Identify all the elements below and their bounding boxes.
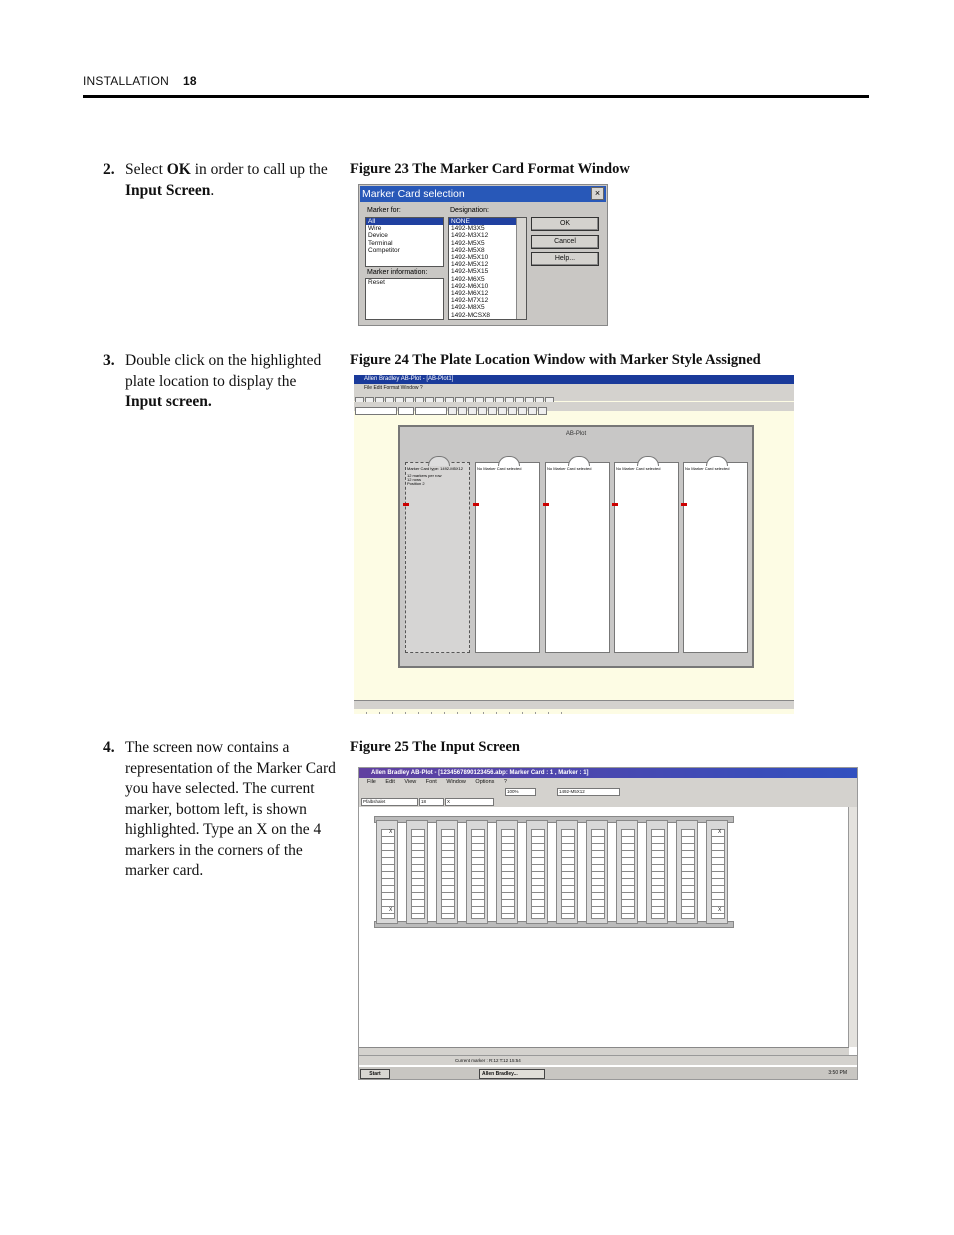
clock: 3:50 PM bbox=[828, 1070, 847, 1076]
list-item[interactable]: 1492-M5X8 bbox=[451, 246, 485, 254]
step-text: Double click on the highlighted plate location to display the Input screen. bbox=[125, 352, 322, 410]
step-text: The screen now contains a representation of the Marker Card you have selected. The current marker, bottom left, is shown highlighted. Type an X on the 4 markers in the corners of the marker card. bbox=[125, 739, 336, 879]
toolbar[interactable] bbox=[359, 787, 857, 797]
start-button[interactable]: Start bbox=[360, 1069, 390, 1079]
marker-card-slot[interactable] bbox=[545, 462, 610, 653]
list-item[interactable]: Competitor bbox=[368, 246, 400, 254]
status-bar: Current marker : R:12 T:12 15:54 bbox=[359, 1055, 857, 1065]
list-item[interactable]: 1492-MCSX8 bbox=[451, 311, 491, 319]
scrollbar[interactable] bbox=[516, 218, 526, 319]
marker-info-label: Marker information: bbox=[367, 269, 428, 276]
format-toolbar[interactable] bbox=[359, 797, 857, 807]
menu-options[interactable]: Options bbox=[475, 779, 495, 785]
card-info: Position 2 bbox=[407, 481, 425, 486]
list-item[interactable]: 1492-M6X5 bbox=[451, 275, 485, 283]
marker-strip[interactable] bbox=[406, 820, 428, 924]
corner-mark-bottom-right: X bbox=[718, 907, 722, 913]
ok-button[interactable]: OK bbox=[531, 217, 599, 231]
step-2 bbox=[103, 160, 343, 204]
menu-bar[interactable] bbox=[359, 778, 857, 787]
marker-strip[interactable] bbox=[676, 820, 698, 924]
step-text: Select OK in order to call up the Input Screen. bbox=[125, 161, 328, 199]
list-item[interactable]: Wire bbox=[368, 225, 382, 233]
position-marker bbox=[543, 503, 549, 506]
dialog-title: Marker Card selection bbox=[360, 186, 606, 202]
marker-strip[interactable] bbox=[706, 820, 728, 924]
marker-for-list[interactable] bbox=[365, 217, 444, 267]
designation-label: Designation: bbox=[450, 207, 489, 214]
help-button[interactable]: Help... bbox=[531, 252, 599, 266]
list-item[interactable]: 1492-M5X12 bbox=[451, 261, 489, 269]
list-item[interactable]: Terminal bbox=[368, 239, 393, 247]
marker-strip[interactable] bbox=[556, 820, 578, 924]
card-info: 12 markers per row bbox=[407, 473, 442, 478]
card-type: No Marker Card selected bbox=[477, 466, 522, 471]
marker-strip[interactable] bbox=[436, 820, 458, 924]
figure-23-caption: Figure 23 The Marker Card Format Window bbox=[350, 161, 630, 177]
corner-mark-top-right: X bbox=[718, 829, 722, 835]
page-number: 18 bbox=[183, 74, 197, 88]
list-item[interactable]: 1492-M6X10 bbox=[451, 282, 489, 290]
zoom-select[interactable]: 100% bbox=[505, 788, 536, 796]
plate-title: AB-Plot bbox=[565, 431, 587, 437]
card-info: 12 rows bbox=[407, 477, 422, 482]
header-rule bbox=[83, 95, 869, 98]
slot-handle bbox=[428, 456, 450, 466]
step-number: 2. bbox=[103, 161, 115, 178]
font-select[interactable]: Pfalbshalet bbox=[361, 798, 418, 806]
card-type: No Marker Card selected bbox=[616, 466, 661, 471]
marker-strip[interactable] bbox=[466, 820, 488, 924]
list-item[interactable]: 1492-M3X5 bbox=[451, 225, 485, 233]
section-label: INSTALLATION bbox=[83, 74, 169, 88]
marker-card-slot[interactable] bbox=[683, 462, 748, 653]
slot-handle bbox=[568, 456, 590, 466]
list-item[interactable]: All bbox=[366, 218, 443, 225]
menu-file[interactable]: File bbox=[367, 779, 376, 785]
menu-edit[interactable]: Edit bbox=[385, 779, 395, 785]
toolbar[interactable] bbox=[354, 392, 794, 401]
marker-for-label: Marker for: bbox=[367, 207, 401, 214]
slot-handle bbox=[498, 456, 520, 466]
marker-strip[interactable] bbox=[376, 820, 398, 924]
marker-card-slot[interactable] bbox=[475, 462, 540, 653]
text-input[interactable]: X bbox=[445, 798, 494, 806]
input-screen-window bbox=[358, 767, 858, 1080]
corner-mark-top-left: X bbox=[389, 829, 393, 835]
marker-card-slot[interactable] bbox=[405, 462, 470, 653]
marker-card-slot[interactable] bbox=[614, 462, 679, 653]
vertical-scrollbar[interactable] bbox=[848, 807, 857, 1047]
marker-card-dialog bbox=[358, 184, 608, 326]
marker-strip[interactable] bbox=[646, 820, 668, 924]
size-select[interactable]: 18 bbox=[419, 798, 444, 806]
marker-strip[interactable] bbox=[616, 820, 638, 924]
position-marker bbox=[403, 503, 409, 506]
plate-location-window bbox=[354, 375, 794, 714]
menu-view[interactable]: View bbox=[404, 779, 417, 785]
step-3 bbox=[103, 351, 343, 415]
sheet-tabs[interactable] bbox=[354, 700, 794, 709]
menu-bar[interactable]: File Edit Format Window ? bbox=[354, 384, 794, 392]
card-type-select[interactable]: 1492-M5X12 bbox=[557, 788, 620, 796]
step-number: 3. bbox=[103, 352, 115, 369]
figure-24-caption: Figure 24 The Plate Location Window with Marker Style Assigned bbox=[350, 352, 761, 368]
card-type: No Marker Card selected bbox=[547, 466, 592, 471]
menu-window[interactable]: Window bbox=[446, 779, 466, 785]
list-item[interactable]: 1492-M8X5 bbox=[451, 304, 485, 312]
step-4 bbox=[103, 738, 343, 883]
marker-strip[interactable] bbox=[586, 820, 608, 924]
marker-info-text: Reset bbox=[368, 279, 385, 286]
marker-strip[interactable] bbox=[496, 820, 518, 924]
figure-25-caption: Figure 25 The Input Screen bbox=[350, 739, 520, 755]
plate bbox=[398, 425, 754, 668]
marker-strip[interactable] bbox=[526, 820, 548, 924]
slot-handle bbox=[637, 456, 659, 466]
slot-handle bbox=[706, 456, 728, 466]
menu-font[interactable]: Font bbox=[425, 779, 437, 785]
position-marker bbox=[473, 503, 479, 506]
marker-info-box bbox=[365, 278, 444, 320]
list-item[interactable]: 1492-M5X15 bbox=[451, 268, 489, 276]
list-item[interactable]: NONE bbox=[449, 218, 526, 225]
window-title: Allen Bradley AB-Plot - [AB-Plot1] bbox=[354, 375, 794, 384]
menu-help[interactable]: ? bbox=[503, 779, 507, 785]
step-number: 4. bbox=[103, 739, 115, 756]
cancel-button[interactable]: Cancel bbox=[531, 235, 599, 249]
list-item[interactable]: 1492-M5X10 bbox=[451, 254, 489, 262]
close-icon[interactable]: × bbox=[591, 187, 604, 200]
list-item[interactable]: 1492-M7X12 bbox=[451, 297, 489, 305]
window-title: Allen Bradley AB-Plot - [1234567890123456.abp: Marker Card : 1 , Marker : 1] bbox=[359, 768, 858, 778]
corner-mark-bottom-left: X bbox=[389, 907, 393, 913]
card-type: No Marker Card selected bbox=[685, 466, 730, 471]
position-marker bbox=[612, 503, 618, 506]
card-type: Marker Card type: 1492-M5X12 bbox=[407, 466, 464, 471]
designation-list[interactable] bbox=[448, 217, 527, 320]
list-item[interactable]: 1492-M3X12 bbox=[451, 232, 489, 240]
list-item[interactable]: 1492-M5X5 bbox=[451, 239, 485, 247]
format-toolbar[interactable] bbox=[354, 402, 794, 411]
list-item[interactable]: Device bbox=[368, 232, 388, 240]
taskbar-app-button[interactable]: Allen Bradley... bbox=[479, 1069, 545, 1079]
list-item[interactable]: 1492-M6X12 bbox=[451, 290, 489, 298]
taskbar bbox=[359, 1066, 857, 1080]
position-marker bbox=[681, 503, 687, 506]
